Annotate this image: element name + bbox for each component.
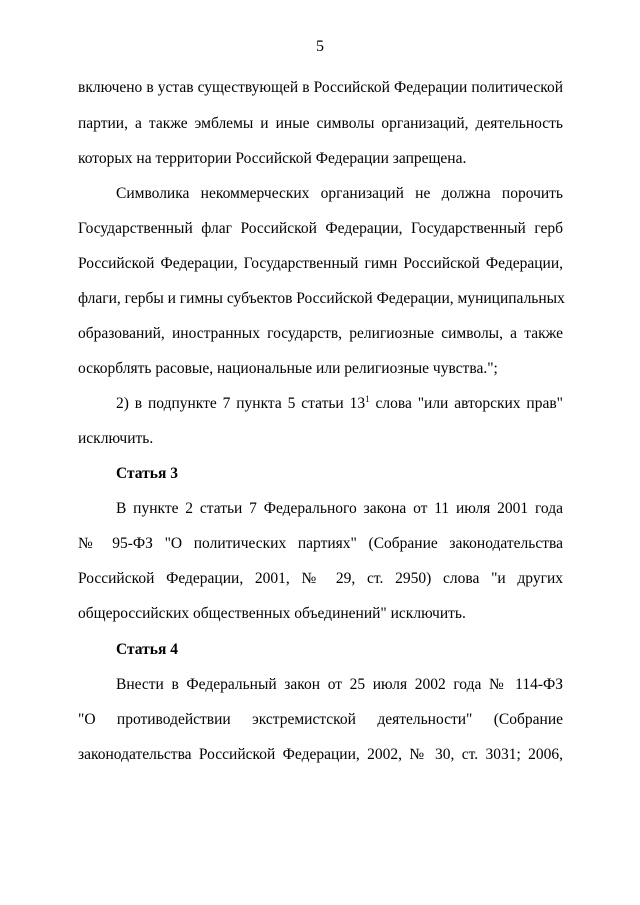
article-4-heading: Статья 4 (116, 641, 178, 658)
text-line: которых на территории Российской Федерации запрещена. (78, 150, 467, 167)
article-3-line: № 95-ФЗ "О политических партиях" (Собрание законодательства (78, 535, 563, 552)
text-line: оскорблять расовые, национальные или религиозные чувства."; (78, 360, 498, 377)
item-2-after: слова "или авторских прав" (369, 395, 563, 412)
text-line: Государственный флаг Российской Федерации, Государственный герб (78, 220, 563, 237)
article-4-line: Внести в Федеральный закон от 25 июля 2002 года № 114-ФЗ (116, 676, 563, 693)
text-line: Российской Федерации, Государственный гимн Российской Федерации, (78, 255, 563, 272)
item-2-superscript: 1 (365, 393, 370, 404)
item-2-before: 2) в подпункте 7 пункта 5 статьи 13 (116, 395, 366, 412)
paragraph-first-line: Символика некоммерческих организаций не должна порочить (116, 185, 563, 202)
text-line: включено в устав существующей в Российской Федерации политической (78, 79, 563, 96)
article-3-line: В пункте 2 статьи 7 Федерального закона от 11 июля 2001 года (116, 500, 563, 517)
article-4-line: законодательства Российской Федерации, 2002, № 30, ст. 3031; 2006, (78, 746, 563, 763)
article-3-line: общероссийских общественных объединений" исключить. (78, 605, 466, 622)
article-4-line: "О противодействии экстремистской деятельности" (Собрание (78, 711, 563, 728)
item-2-line (116, 394, 563, 414)
text-line: исключить. (78, 430, 154, 447)
page-number: 5 (316, 38, 324, 55)
article-3-line: Российской Федерации, 2001, № 29, ст. 2950) слова "и других (78, 570, 563, 587)
text-line: флаги, гербы и гимны субъектов Российской Федерации, муниципальных (78, 290, 565, 307)
text-line: образований, иностранных государств, религиозные символы, а также (78, 325, 563, 342)
article-3-heading: Статья 3 (116, 465, 178, 482)
text-line: партии, а также эмблемы и иные символы организаций, деятельность (78, 115, 563, 132)
